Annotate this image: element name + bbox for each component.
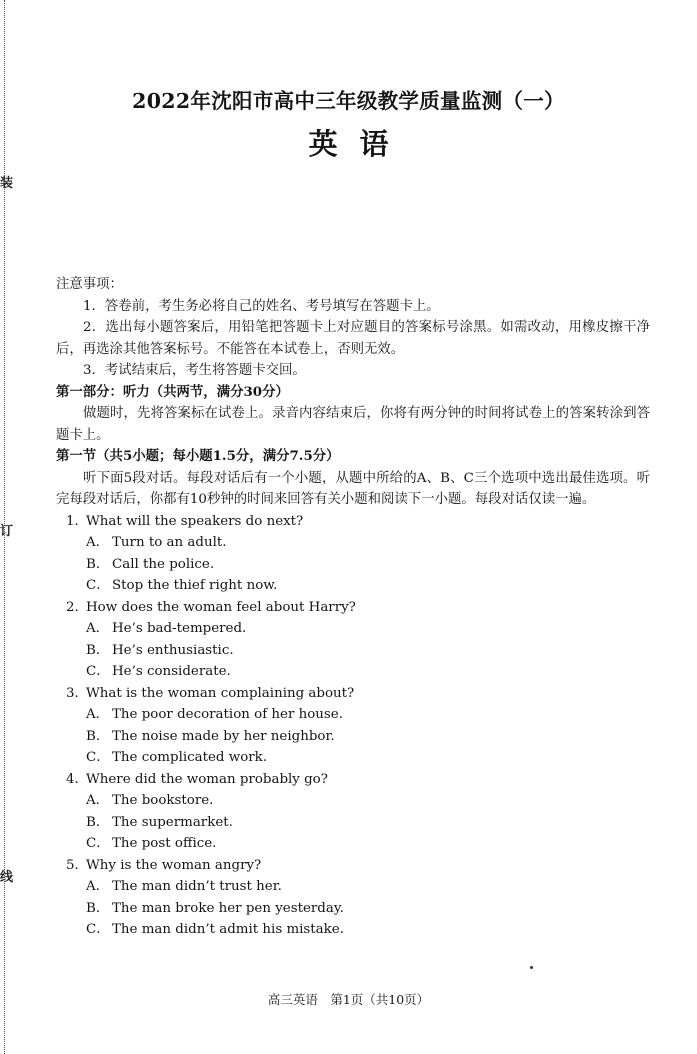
- exam-subject: 英语: [308, 127, 411, 161]
- question-4: [56, 769, 650, 791]
- option-letter: B．: [86, 814, 110, 830]
- option-letter: C．: [86, 578, 110, 593]
- question-3-option: [56, 747, 650, 769]
- option-text: The man didn’t trust her.: [112, 879, 282, 894]
- question-5: [56, 855, 650, 877]
- option-letter: A．: [86, 793, 110, 808]
- option-text: Turn to an adult.: [112, 535, 227, 550]
- question-text: What will the speakers do next?: [86, 513, 304, 529]
- question-text: Where did the woman probably go?: [86, 771, 328, 787]
- option-letter: C．: [86, 750, 110, 765]
- exam-title: 2022年沈阳市高中三年级教学质量监测（一）: [132, 89, 565, 113]
- question-5-option: [56, 876, 650, 898]
- margin-mark-xian: 线: [0, 870, 14, 885]
- question-number: 4．: [66, 771, 88, 787]
- option-text: The man broke her pen yesterday.: [112, 900, 344, 916]
- option-text: He’s bad-tempered.: [112, 621, 247, 636]
- notice-item-3: 3．考试结束后，考生将答题卡交回。: [83, 363, 306, 378]
- question-2-option: [56, 661, 650, 683]
- question-4-option: [56, 790, 650, 812]
- option-letter: C．: [86, 836, 110, 851]
- section1-heading: 第一节（共5小题；每小题1.5分，满分7.5分）: [56, 448, 340, 464]
- page-footer: 高三英语 第1页（共10页）: [267, 992, 430, 1007]
- option-text: The man didn’t admit his mistake.: [112, 922, 344, 937]
- option-letter: C．: [86, 922, 110, 937]
- part1-instructions: 做题时，先将答案标在试卷上。录音内容结束后，你将有两分钟的时间将试卷上的答案转涂到答题卡上。: [56, 406, 650, 443]
- notice-item-2: 2．选出每小题答案后，用铅笔把答题卡上对应题目的答案标号涂黑。如需改动，用橡皮擦干净后，再选涂其他答案标号。不能答在本试卷上，否则无效。: [56, 320, 650, 357]
- question-3-option: [56, 726, 650, 748]
- question-text: How does the woman feel about Harry?: [86, 599, 356, 615]
- question-3-option: [56, 704, 650, 726]
- question-1-option: [56, 554, 650, 576]
- margin-mark-ding: 订: [0, 524, 14, 539]
- margin-mark-zhuang: 装: [0, 176, 14, 191]
- option-letter: A．: [86, 535, 110, 550]
- question-2-option: [56, 618, 650, 640]
- question-2-option: [56, 640, 650, 662]
- option-letter: B．: [86, 900, 110, 916]
- question-text: Why is the woman angry?: [86, 857, 262, 873]
- section1-instructions: 听下面5段对话。每段对话后有一个小题，从题中所给的A、B、C三个选项中选出最佳选项。听完每段对话后，你都有10秒钟的时间来回答有关小题和阅读下一小题。每段对话仅读一遍。: [56, 470, 650, 507]
- question-1-option: [56, 532, 650, 554]
- option-text: The noise made by her neighbor.: [112, 728, 335, 744]
- question-list: [56, 511, 650, 941]
- option-text: The bookstore.: [112, 793, 214, 808]
- option-text: The complicated work.: [112, 750, 268, 765]
- question-1: [56, 511, 650, 533]
- option-text: Call the police.: [112, 556, 215, 572]
- option-letter: A．: [86, 879, 110, 894]
- option-letter: B．: [86, 728, 110, 744]
- option-letter: B．: [86, 556, 110, 572]
- option-letter: A．: [86, 621, 110, 636]
- question-number: 3．: [66, 685, 88, 701]
- exam-body: [56, 274, 650, 941]
- question-text: What is the woman complaining about?: [86, 685, 355, 701]
- question-number: 1．: [66, 513, 88, 529]
- stray-mark: [530, 966, 533, 969]
- option-letter: A．: [86, 707, 110, 722]
- option-text: The poor decoration of her house.: [112, 707, 343, 722]
- option-text: The supermarket.: [112, 814, 233, 830]
- option-text: Stop the thief right now.: [112, 578, 278, 593]
- question-4-option: [56, 833, 650, 855]
- option-text: He’s enthusiastic.: [112, 642, 234, 658]
- question-3: [56, 683, 650, 705]
- notice-item-1: 1．答卷前，考生务必将自己的姓名、考号填写在答题卡上。: [83, 298, 440, 314]
- question-1-option: [56, 575, 650, 597]
- question-5-option: [56, 898, 650, 920]
- question-number: 2．: [66, 599, 88, 615]
- option-letter: C．: [86, 664, 110, 679]
- option-text: The post office.: [112, 836, 217, 851]
- option-text: He’s considerate.: [112, 664, 231, 679]
- question-2: [56, 597, 650, 619]
- notice-heading: 注意事项：: [56, 277, 123, 292]
- question-number: 5．: [66, 857, 88, 873]
- part1-heading: 第一部分：听力（共两节，满分30分）: [56, 383, 289, 400]
- question-4-option: [56, 812, 650, 834]
- question-5-option: [56, 919, 650, 941]
- option-letter: B．: [86, 642, 110, 658]
